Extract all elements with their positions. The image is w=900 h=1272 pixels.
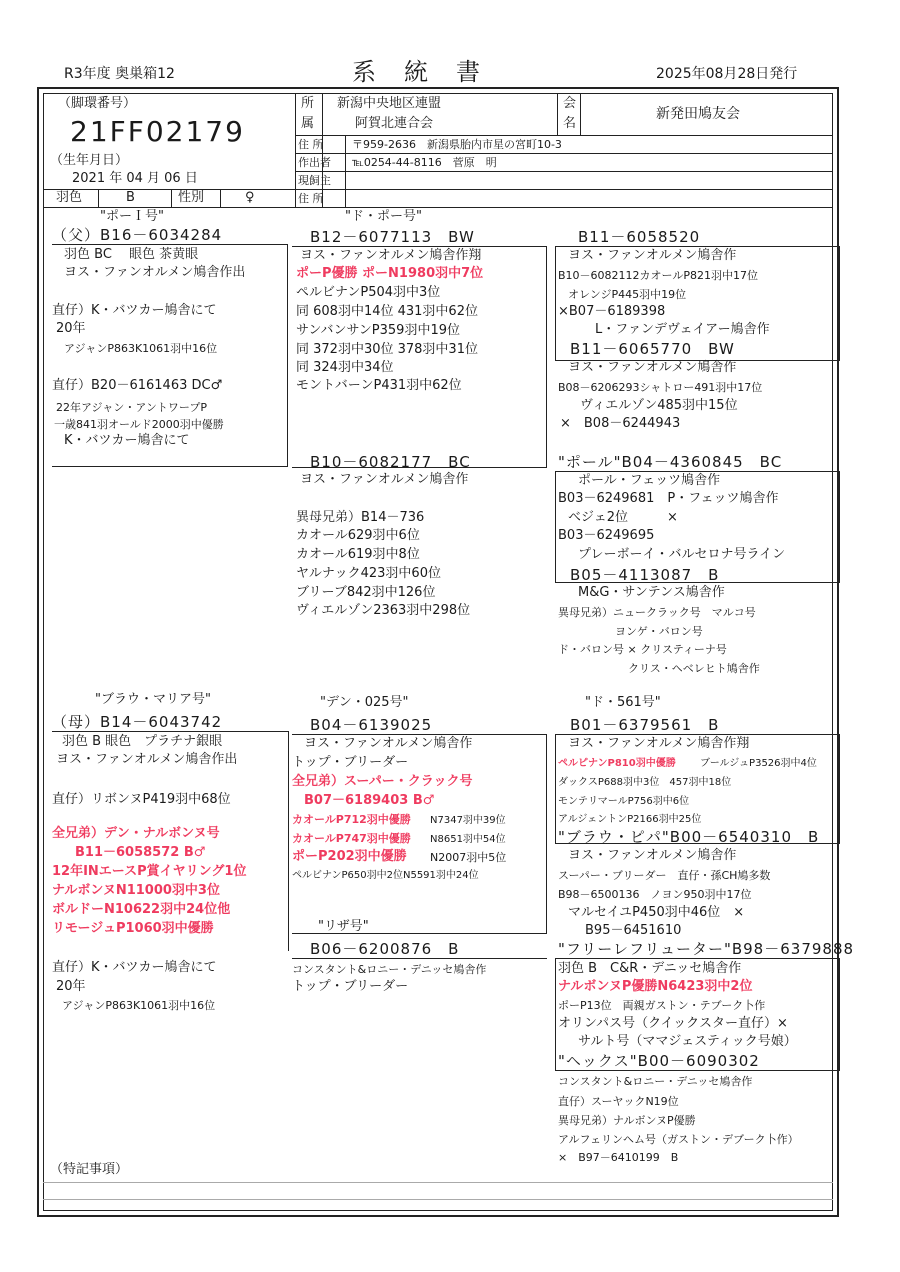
sds-ring: "ポール"B04－4360845 BC bbox=[558, 453, 783, 471]
divider bbox=[557, 93, 558, 135]
divider bbox=[43, 207, 833, 208]
sss-record: オレンジP445羽中19位 bbox=[568, 288, 687, 301]
sss-record: L・ファンデヴェイアー鳩舎作 bbox=[595, 322, 770, 337]
dss-record: アルジェントンP2166羽中25位 bbox=[558, 814, 702, 825]
ds-sibling: 全兄弟）スーパー・クラック号 bbox=[292, 774, 473, 789]
year-box-label: R3年度 奥巣箱12 bbox=[64, 66, 175, 82]
birth-label: （生年月日） bbox=[50, 153, 129, 168]
ss-record: モントバーンP431羽中62位 bbox=[296, 378, 462, 393]
ss-record: 同 324羽中34位 bbox=[296, 360, 394, 375]
dam-name: "ブラウ・マリア号" bbox=[95, 692, 211, 707]
sd-record: 異母兄弟）B14－736 bbox=[296, 510, 425, 525]
ddd-record: × B97－6410199 B bbox=[558, 1151, 679, 1164]
sd-breeder: ヨス・ファンオルメン鳩舎作 bbox=[300, 472, 469, 487]
dam-sibling: B11－6058572 B♂ bbox=[75, 845, 206, 860]
dam-ring: （母）B14－6043742 bbox=[52, 713, 223, 731]
dam-note: 20年 bbox=[56, 979, 86, 994]
ss-breeder: ヨス・ファンオルメン鳩舎作翔 bbox=[300, 248, 482, 263]
divider bbox=[580, 93, 581, 135]
sdd-record: クリス・ヘベレヒト鳩舎作 bbox=[628, 662, 760, 675]
sds-record: B03－6249695 bbox=[558, 528, 655, 543]
dam-breeder: ヨス・ファンオルメン鳩舎作出 bbox=[56, 752, 238, 767]
divider bbox=[295, 135, 833, 136]
ssd-record: × B08－6244943 bbox=[560, 416, 681, 431]
sd-record: カオール619羽中8位 bbox=[296, 547, 420, 562]
sire-note: K・バツカー鳩舎にて bbox=[64, 433, 190, 448]
affiliation-label-2: 属 bbox=[301, 116, 315, 131]
ssd-record: ヴィエルゾン485羽中15位 bbox=[580, 398, 738, 413]
sire-note: 一歳841羽オールド2000羽中優勝 bbox=[54, 418, 224, 431]
ds-win: ポーP202羽中優勝 bbox=[292, 849, 407, 864]
ds-breeder: ヨス・ファンオルメン鳩舎作 bbox=[304, 736, 473, 751]
feather-color-value: B bbox=[126, 190, 135, 205]
ddd-record: 直仔）スーヤックN19位 bbox=[558, 1095, 679, 1108]
dds-record: オリンパス号（クイックスター直仔）× bbox=[558, 1016, 788, 1031]
page-title: 系統書 bbox=[352, 58, 508, 86]
ssd-breeder: ヨス・ファンオルメン鳩舎作 bbox=[568, 360, 737, 375]
club-name: 新発田鳩友会 bbox=[656, 106, 740, 122]
sire-breeder: ヨス・ファンオルメン鳩舎作出 bbox=[64, 265, 246, 280]
dds-win: ナルボンヌP優勝N6423羽中2位 bbox=[558, 979, 753, 994]
dsd-ring: "ブラウ・ピパ"B00－6540310 B bbox=[558, 828, 820, 846]
sdd-breeder: M&G・サンテンス鳩舎作 bbox=[578, 585, 725, 600]
ring-number: 21FF02179 bbox=[70, 115, 245, 148]
union: 阿賀北連合会 bbox=[355, 116, 434, 131]
ring-label: （脚環番号） bbox=[58, 96, 137, 111]
dam-sibling: 全兄弟）デン・ナルボンヌ号 bbox=[52, 826, 220, 841]
ss-name: "ド・ポー号" bbox=[345, 209, 422, 224]
sdd-ring: B05－4113087 B bbox=[570, 566, 720, 584]
sd-record: ヤルナック423羽中60位 bbox=[296, 566, 441, 581]
dam-box-right bbox=[288, 731, 289, 951]
dsd-record: B95－6451610 bbox=[585, 923, 682, 938]
affiliation-label-1: 所 bbox=[301, 96, 315, 111]
dds-record: サルト号（ママジェスティック号娘） bbox=[578, 1034, 797, 1049]
birth-date: 2021 年 04 月 06 日 bbox=[72, 171, 198, 186]
dam-note: アジャンP863K1061羽中16位 bbox=[62, 999, 216, 1012]
dss-breeder: ヨス・ファンオルメン鳩舎作翔 bbox=[568, 736, 750, 751]
ddd-record: アルフェリンヘム号（ガストン・デブーク卜作） bbox=[558, 1133, 799, 1146]
dds-breeder: 羽色 B C&R・デニッセ鳩舎作 bbox=[558, 961, 742, 976]
ssd-record: B08－6206293シャトロー491羽中17位 bbox=[558, 381, 763, 394]
ss-record: 同 372羽中30位 378羽中31位 bbox=[296, 342, 478, 357]
sss-record: B10－6082112カオールP821羽中17位 bbox=[558, 269, 758, 282]
dss-win: ペルピナンP810羽中優勝 bbox=[558, 758, 676, 769]
owner-label: 現飼主 bbox=[298, 174, 331, 187]
sire-note: アジャンP863K1061羽中16位 bbox=[64, 342, 218, 355]
notes-label: （特記事項） bbox=[50, 1162, 129, 1177]
ss-record: サンバンサンP359羽中19位 bbox=[296, 323, 460, 338]
dss-ring: B01－6379561 B bbox=[570, 716, 720, 734]
sds-record: ベジェ2位 × bbox=[568, 510, 678, 525]
ds-record: N2007羽中5位 bbox=[430, 851, 507, 864]
dam-colors: 羽色 B 眼色 プラチナ銀眼 bbox=[62, 734, 223, 749]
federation: 新潟中央地区連盟 bbox=[337, 96, 442, 111]
club-label-2: 名 bbox=[563, 116, 577, 131]
ss-record: 同 608羽中14位 431羽中62位 bbox=[296, 304, 478, 319]
ds-win: カオールP712羽中優勝 bbox=[292, 813, 411, 826]
dd-name: "リザ号" bbox=[318, 919, 369, 934]
sdd-record: 異母兄弟）ニュークラック号 マルコ号 bbox=[558, 606, 756, 619]
sds-record: プレーボーイ・バルセロナ号ライン bbox=[578, 547, 786, 562]
dam-sibling: 12年INエースP賞イヤリング1位 bbox=[52, 864, 247, 879]
ds-record: ペルビナンP650羽中2位N5591羽中24位 bbox=[292, 870, 479, 881]
sd-ring: B10－6082177 BC bbox=[310, 453, 471, 471]
divider bbox=[295, 171, 833, 172]
divider bbox=[295, 153, 833, 154]
ds-record: トップ・ブリーダー bbox=[292, 755, 409, 770]
dsd-breeder: ヨス・ファンオルメン鳩舎作 bbox=[568, 848, 737, 863]
breeder-label: 作出者 bbox=[298, 156, 331, 169]
ddd-breeder: コンスタント&ロニー・デニッセ鳩舎作 bbox=[558, 1075, 753, 1088]
dds-ring: "フリーレフリューター"B98－6379888 bbox=[558, 940, 855, 958]
dss-record: モンテリマールP756羽中6位 bbox=[558, 796, 690, 807]
sss-record: ×B07－6189398 bbox=[558, 304, 666, 319]
dd-divider bbox=[292, 958, 547, 959]
dss-record: ダックスP688羽中3位 457羽中18位 bbox=[558, 777, 732, 788]
ss-win: ポーP優勝 ポーN1980羽中7位 bbox=[296, 266, 484, 281]
dam-divider bbox=[52, 731, 288, 732]
sire-ring: （父）B16－6034284 bbox=[52, 226, 223, 244]
dss-name: "ド・561号" bbox=[585, 695, 661, 710]
sss-ring: B11－6058520 bbox=[578, 228, 701, 246]
dss-record: ブールジュP3526羽中4位 bbox=[700, 758, 817, 769]
ds-sibling: B07－6189403 B♂ bbox=[304, 793, 435, 808]
sss-breeder: ヨス・ファンオルメン鳩舎作 bbox=[568, 248, 737, 263]
sire-note: 直仔）K・バツカー鳩舎にて bbox=[52, 303, 217, 318]
divider bbox=[295, 189, 833, 190]
owner-address-label: 住 所 bbox=[298, 192, 324, 205]
address-label: 住 所 bbox=[298, 138, 324, 151]
sd-record: ブリーブ842羽中126位 bbox=[296, 585, 436, 600]
ds-win: カオールP747羽中優勝 bbox=[292, 832, 411, 845]
sd-record: ヴィエルゾン2363羽中298位 bbox=[296, 603, 471, 618]
sdd-record: ド・バロン号 × クリスティーナ号 bbox=[558, 643, 727, 656]
sex-value: ♀ bbox=[245, 190, 255, 205]
dd-ring: B06－6200876 B bbox=[310, 940, 460, 958]
ssd-ring: B11－6065770 BW bbox=[570, 340, 735, 358]
divider bbox=[98, 189, 99, 207]
address: 〒959-2636 新潟県胎内市星の宮町10-3 bbox=[352, 138, 562, 151]
sdd-record: ヨンゲ・バロン号 bbox=[615, 625, 703, 638]
dam-sibling: ボルドーN10622羽中24位他 bbox=[52, 902, 231, 917]
ds-record: N8651羽中54位 bbox=[430, 834, 506, 845]
dds-record: ポーP13位 両親ガストン・テブーク卜作 bbox=[558, 999, 766, 1012]
sire-note: 22年アジャン・アントワープP bbox=[56, 401, 207, 414]
ss-ring: B12－6077113 BW bbox=[310, 228, 475, 246]
sire-note: 20年 bbox=[56, 321, 86, 336]
ds-ring: B04－6139025 bbox=[310, 716, 433, 734]
breeder: ℡0254-44-8116 菅原 明 bbox=[352, 156, 497, 169]
club-label-1: 会 bbox=[563, 96, 577, 111]
notes-line bbox=[43, 1199, 833, 1200]
sire-note: 直仔）B20－6161463 DC♂ bbox=[52, 378, 223, 393]
notes-line bbox=[43, 1182, 833, 1183]
ddd-ring: "ヘックス"B00－6090302 bbox=[558, 1052, 760, 1070]
sds-record: B03－6249681 P・フェッツ鳩舎作 bbox=[558, 491, 779, 506]
sex-label: 性別 bbox=[178, 190, 205, 205]
dam-note: 直仔）リボンヌP419羽中68位 bbox=[52, 792, 231, 807]
divider bbox=[171, 189, 172, 207]
dam-note: 直仔）K・バツカー鳩舎にて bbox=[52, 960, 217, 975]
feather-color-label: 羽色 bbox=[56, 190, 83, 205]
dd-breeder: コンスタント&ロニー・デニッセ鳩舎作 bbox=[292, 963, 487, 976]
divider bbox=[220, 189, 221, 207]
ddd-record: 異母兄弟）ナルボンヌP優勝 bbox=[558, 1114, 696, 1127]
dsd-record: スーパー・ブリーダー 直仔・孫CH鳩多数 bbox=[558, 869, 771, 882]
ds-name: "デン・025号" bbox=[320, 695, 409, 710]
dsd-record: B98－6500136 ノヨン950羽中17位 bbox=[558, 888, 752, 901]
sd-record: カオール629羽中6位 bbox=[296, 528, 420, 543]
sire-colors: 羽色 BC 眼色 茶黄眼 bbox=[64, 247, 199, 262]
issue-date: 2025年08月28日発行 bbox=[656, 66, 798, 82]
ds-record: N7347羽中39位 bbox=[430, 815, 506, 826]
dam-sibling: ナルボンヌN11000羽中3位 bbox=[52, 883, 220, 898]
dam-sibling: リモージュP1060羽中優勝 bbox=[52, 921, 214, 936]
dsd-record: マルセイユP450羽中46位 × bbox=[568, 905, 745, 920]
sds-breeder: ポール・フェッツ鳩舎作 bbox=[578, 473, 721, 488]
sire-name: "ポーＩ号" bbox=[100, 209, 164, 224]
dd-record: トップ・ブリーダー bbox=[292, 979, 409, 994]
divider bbox=[295, 93, 296, 208]
ss-record: ペルビナンP504羽中3位 bbox=[296, 285, 441, 300]
